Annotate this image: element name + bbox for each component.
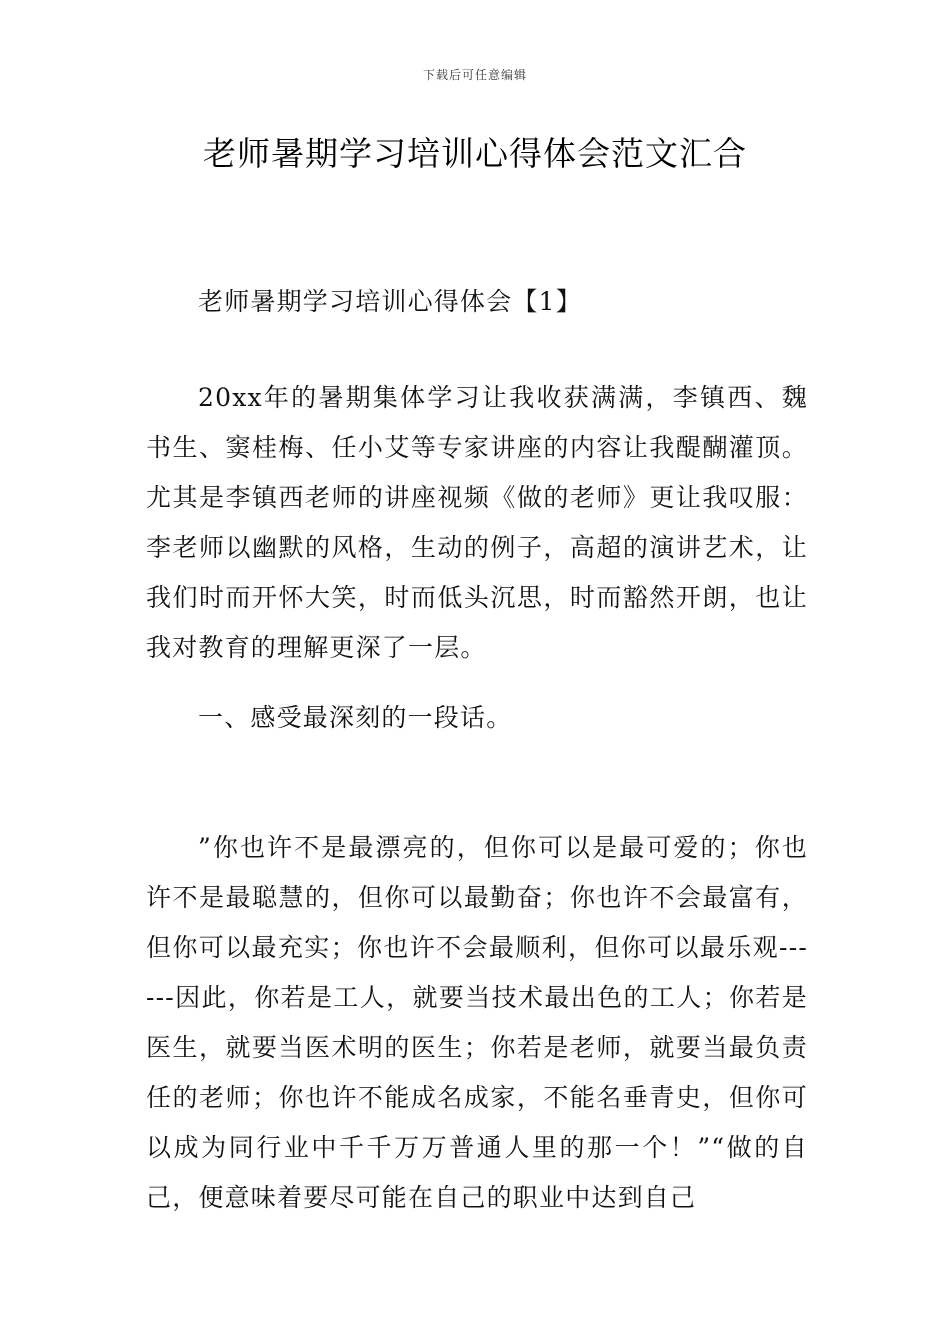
document-title: 老师暑期学习培训心得体会范文汇合 [203,134,747,173]
download-note: 下载后可任意编辑 [422,68,527,82]
section-heading: 一、感受最深刻的一段话。 [198,703,513,732]
body-paragraph: ”你也许不是最漂亮的，但你可以是最可爱的；你也许不是最聪慧的，但你可以最勤奋；你也许不会最富有，但你可以最充实；你也许不会最顺利，但你可以最乐观------因此，你若是工人，就要当技术最出色的工人；你若是医生，就要当医术明的医生；你若是老师，就要当最负责任的老师；你也许不能成名成家，不能名垂青史，但你可以成为同行业中千千万万普通人里的那一个！”“做的自己，便意味着要尽可能在自己的职业中达到自己 [146,833,808,1212]
body-paragraph: 20xx年的暑期集体学习让我收获满满，李镇西、魏书生、窦桂梅、任小艾等专家讲座的内容让我醍醐灌顶。尤其是李镇西老师的讲座视频《做的老师》更让我叹服：李老师以幽默的风格，生动的例子，高超的演讲艺术，让我们时而开怀大笑，时而低头沉思，时而豁然开朗，也让我对教育的理解更深了一层。 [146,383,808,662]
section-subtitle: 老师暑期学习培训心得体会【1】 [198,287,582,316]
